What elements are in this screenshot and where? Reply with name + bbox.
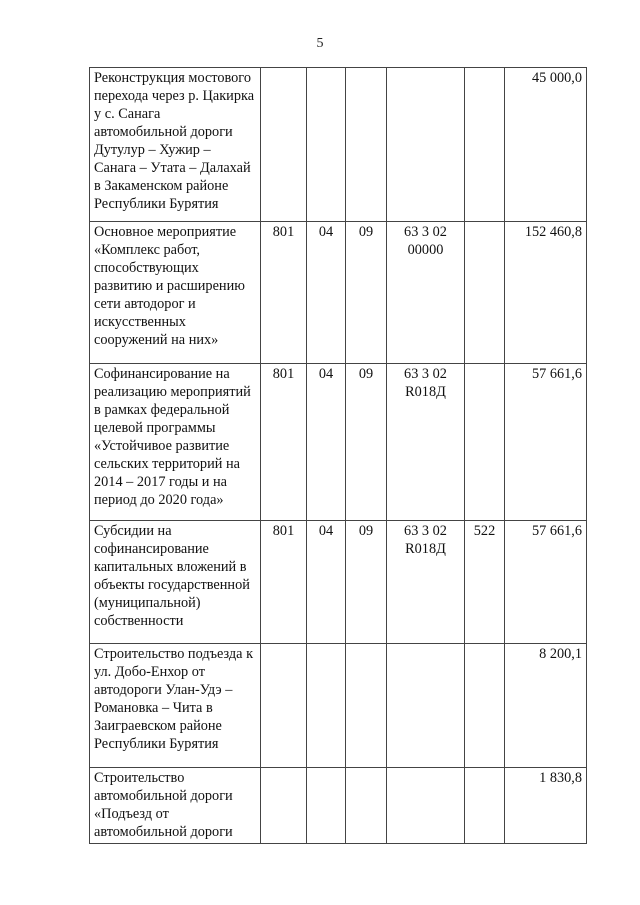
row-name-cell: Основное мероприятие «Комплекс работ, способствующих развитию и расширению сети автодорог и искусственных сооружений на них» <box>90 222 261 364</box>
section-cell: 04 <box>307 521 346 644</box>
amount-cell: 45 000,0 <box>505 68 587 222</box>
ministry-cell: 801 <box>261 364 307 521</box>
ministry-cell <box>261 768 307 844</box>
budget-table <box>89 67 587 844</box>
section-cell <box>307 768 346 844</box>
table-row <box>90 222 587 364</box>
amount-cell: 8 200,1 <box>505 644 587 768</box>
amount-cell: 152 460,8 <box>505 222 587 364</box>
target-code-part2: R018Д <box>405 384 446 400</box>
target-code-part1: 63 3 02 <box>404 523 447 539</box>
target-code-part2: R018Д <box>405 541 446 557</box>
target-code-cell <box>387 222 465 364</box>
ministry-cell: 801 <box>261 521 307 644</box>
table-row <box>90 521 587 644</box>
expense-type-cell <box>465 644 505 768</box>
section-cell <box>307 68 346 222</box>
page-number: 5 <box>316 36 324 51</box>
section-cell: 04 <box>307 364 346 521</box>
row-name-cell: Реконструкция мостового перехода через р. Цакирка у с. Санага автомобильной дороги Дутулур – Хужир – Санага – Утата – Далахай в Закаменском районе Республики Бурятия <box>90 68 261 222</box>
table-row <box>90 364 587 521</box>
subsection-cell: 09 <box>346 364 387 521</box>
target-code-cell <box>387 68 465 222</box>
expense-type-cell <box>465 768 505 844</box>
target-code-cell <box>387 364 465 521</box>
amount-cell: 57 661,6 <box>505 364 587 521</box>
amount-cell: 57 661,6 <box>505 521 587 644</box>
table-row <box>90 68 587 222</box>
subsection-cell <box>346 644 387 768</box>
expense-type-cell <box>465 68 505 222</box>
expense-type-cell <box>465 364 505 521</box>
target-code-part1: 63 3 02 <box>404 224 447 240</box>
subsection-cell: 09 <box>346 521 387 644</box>
table-row <box>90 768 587 844</box>
target-code-cell <box>387 644 465 768</box>
target-code-part1: 63 3 02 <box>404 366 447 382</box>
subsection-cell <box>346 68 387 222</box>
target-code-part2: 00000 <box>407 242 444 258</box>
expense-type-cell: 522 <box>465 521 505 644</box>
section-cell <box>307 644 346 768</box>
table-row <box>90 644 587 768</box>
row-name-cell: Строительство подъезда к ул. Добо-Енхор от автодороги Улан-Удэ – Романовка – Чита в Заиграевском районе Республики Бурятия <box>90 644 261 768</box>
ministry-cell <box>261 644 307 768</box>
subsection-cell <box>346 768 387 844</box>
row-name-cell: Софинансирование на реализацию мероприятий в рамках федеральной целевой программы «Устойчивое развитие сельских территорий на 2014 – 2017 годы и на период до 2020 года» <box>90 364 261 521</box>
row-name-cell: Субсидии на софинансирование капитальных вложений в объекты государственной (муниципальной) собственности <box>90 521 261 644</box>
ministry-cell: 801 <box>261 222 307 364</box>
subsection-cell: 09 <box>346 222 387 364</box>
row-name-cell: Строительство автомобильной дороги «Подъезд от автомобильной дороги <box>90 768 261 844</box>
target-code-cell <box>387 768 465 844</box>
amount-cell: 1 830,8 <box>505 768 587 844</box>
section-cell: 04 <box>307 222 346 364</box>
ministry-cell <box>261 68 307 222</box>
expense-type-cell <box>465 222 505 364</box>
target-code-cell <box>387 521 465 644</box>
